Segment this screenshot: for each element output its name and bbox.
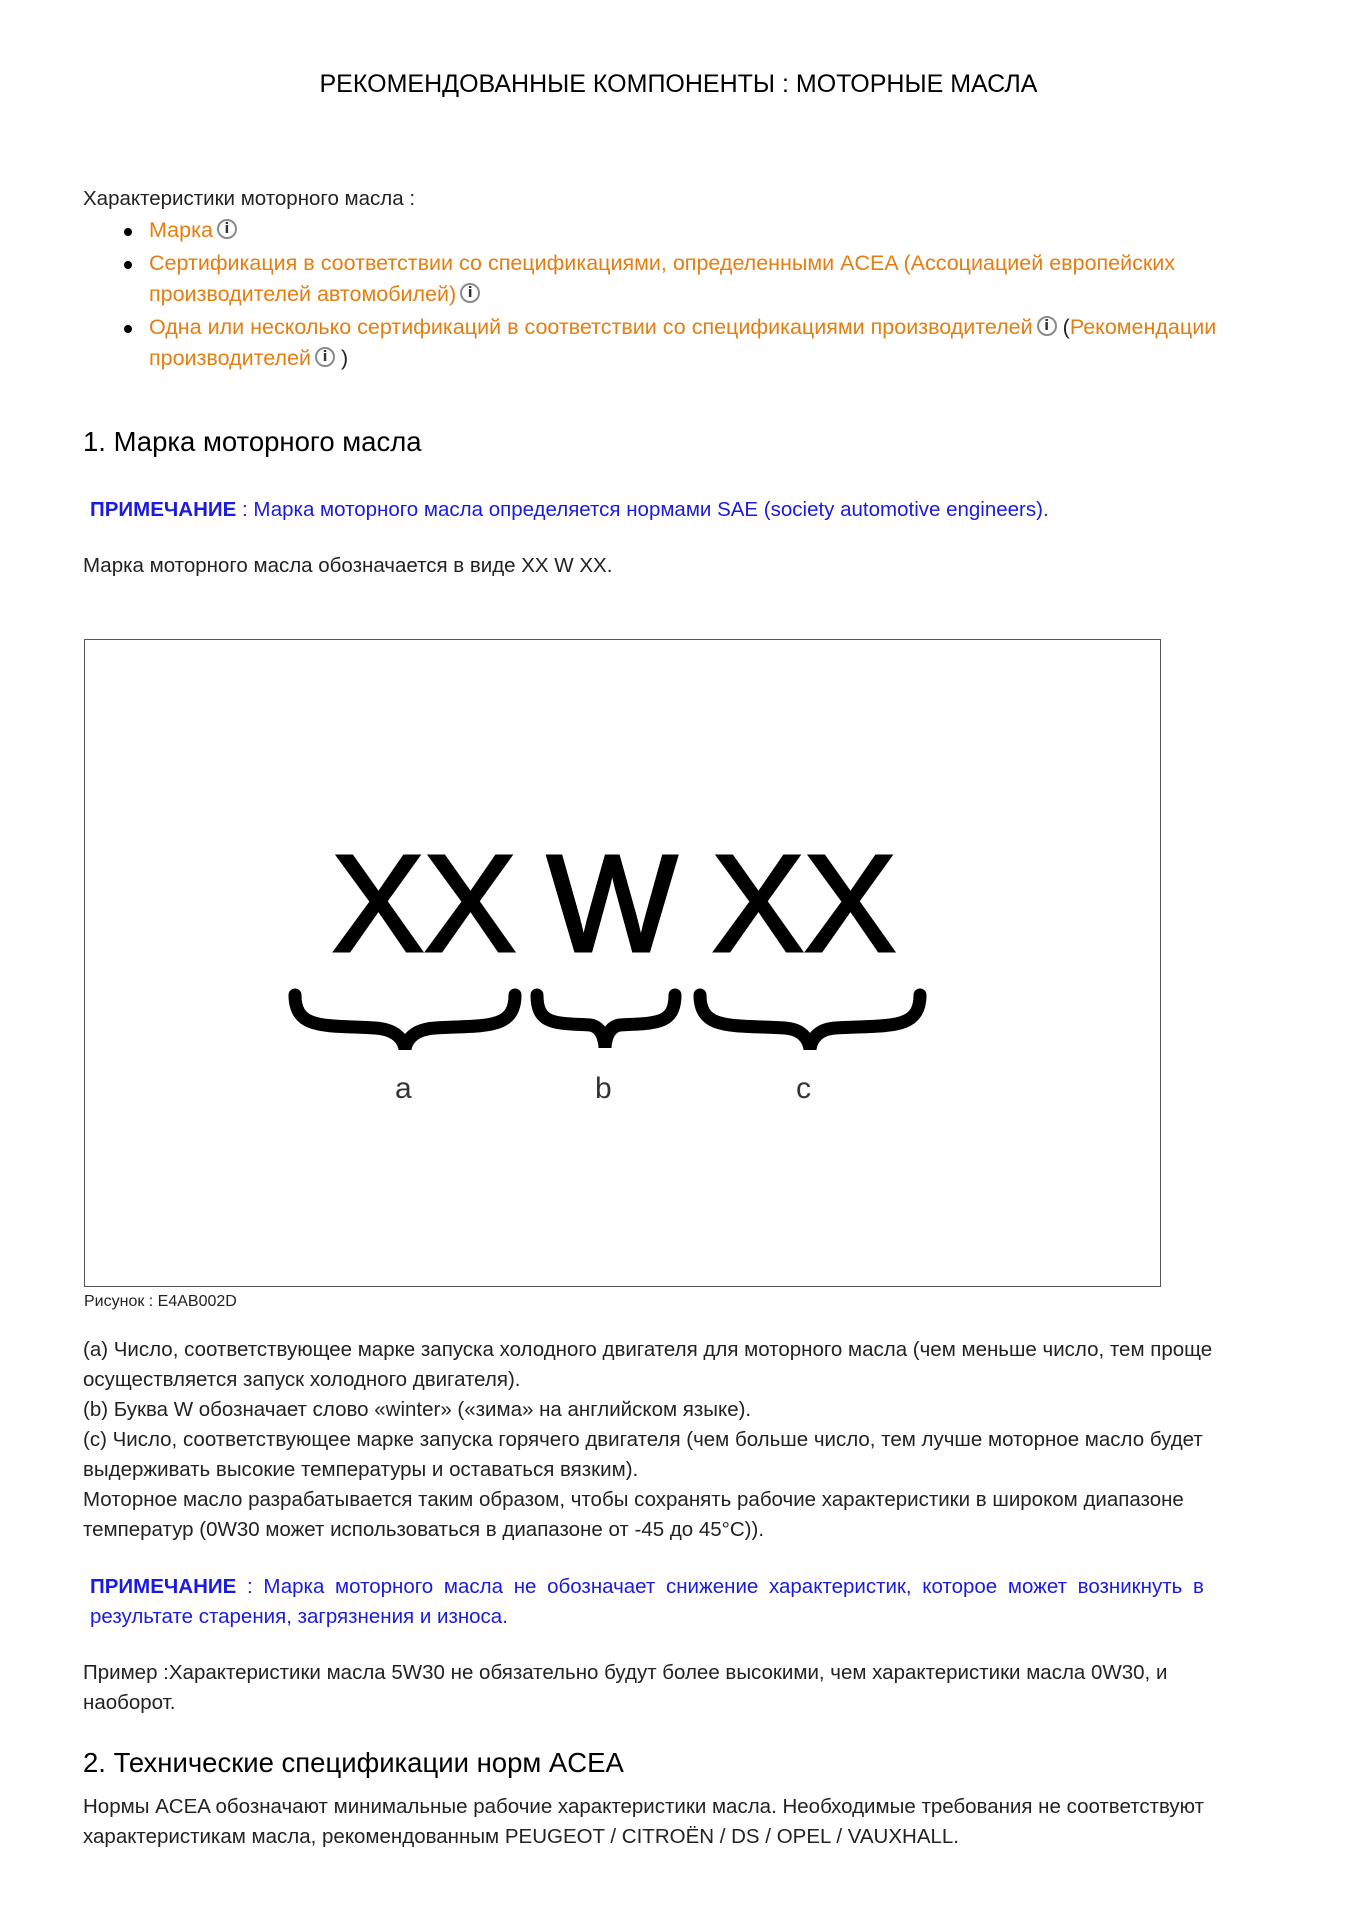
figure-grade-diagram [84, 639, 1161, 1287]
page-title: РЕКОМЕНДОВАННЫЕ КОМПОНЕНТЫ : МОТОРНЫЕ МАСЛА [319, 70, 1038, 98]
section2-heading: 2. Технические спецификации норм ACEA [83, 1747, 624, 1778]
brace-a [295, 995, 515, 1050]
explanation-line: осуществляется запуск холодного двигателя). [83, 1368, 521, 1391]
link-manufacturers[interactable] [149, 346, 348, 371]
info-icon[interactable]: i [217, 219, 237, 239]
figure-label-a: a [395, 1072, 412, 1105]
explanation-line: (a) Число, соответствующее марке запуска холодного двигателя для моторного масла (чем меньше число, тем проще [83, 1338, 1213, 1361]
explanation-line: температур (0W30 может использоваться в диапазоне от -45 до 45°C)). [83, 1518, 765, 1541]
info-icon[interactable]: i [460, 283, 480, 303]
bullet-dot [124, 325, 132, 333]
figure-label-b: b [595, 1072, 612, 1105]
link-text[interactable]: производителей автомобилей) [149, 282, 457, 306]
info-icon[interactable]: i [1037, 316, 1057, 336]
explanation-line: (b) Буква W обозначает слово «winter» («зима» на английском языке). [83, 1398, 752, 1421]
figure-part-c: XX [712, 827, 897, 981]
brace-b [537, 995, 675, 1048]
note-text: : Марка моторного масла определяется нормами SAE (society automotive engineers). [236, 498, 1049, 521]
bullet-dot [124, 228, 132, 236]
section1-heading: 1. Марка моторного масла [83, 426, 422, 457]
paren: ( [1062, 315, 1070, 339]
brace-c [700, 995, 920, 1050]
figure-part-b: W [547, 827, 678, 981]
note-2 [90, 1575, 1304, 1599]
grade-format-text: Марка моторного масла обозначается в виде XX W XX. [83, 554, 613, 577]
link-text[interactable]: производителей [149, 346, 312, 370]
figure-label-c: c [796, 1072, 811, 1105]
intro-text: Характеристики моторного масла : [83, 187, 416, 210]
link-acea-cont[interactable] [149, 282, 480, 307]
figure-part-a: XX [332, 827, 517, 981]
note-label: ПРИМЕЧАНИЕ [90, 498, 237, 521]
link-recommendations[interactable]: Рекомендации [1069, 315, 1217, 339]
link-manufacturer-specs[interactable] [149, 315, 1216, 340]
figure-caption: Рисунок : E4AB002D [84, 1293, 237, 1310]
acea-line: Нормы ACEA обозначают минимальные рабочие характеристики масла. Необходимые требования не соответствуют [83, 1795, 1204, 1818]
acea-line: характеристикам масла, рекомендованным PEUGEOT / CITROËN / DS / OPEL / VAUXHALL. [83, 1825, 959, 1848]
paren: ) [341, 346, 349, 370]
brace-icons [85, 640, 1162, 1288]
explanation-line: (c) Число, соответствующее марке запуска горячего двигателя (чем больше число, тем лучше моторное масло будет [83, 1428, 1203, 1451]
link-text[interactable]: Марка [149, 218, 213, 242]
note-text: : Марка моторного масла не обозначает снижение характеристик, которое может возникнуть в [236, 1575, 1204, 1598]
note-2-cont: результате старения, загрязнения и износа. [90, 1605, 508, 1628]
note-label: ПРИМЕЧАНИЕ [90, 1575, 237, 1598]
info-icon[interactable]: i [315, 347, 335, 367]
note-1 [90, 498, 1049, 522]
explanation-line: Моторное масло разрабатывается таким образом, чтобы сохранять рабочие характеристики в широком диапазоне [83, 1488, 1184, 1511]
link-acea[interactable]: Сертификация в соответствии со спецификациями, определенными ACEA (Ассоциацией европейских [149, 251, 1176, 275]
link-text[interactable]: Одна или несколько сертификаций в соответствии со спецификациями производителей [149, 315, 1033, 339]
example-line: наоборот. [83, 1691, 176, 1714]
link-marka[interactable] [149, 218, 237, 243]
bullet-dot [124, 261, 132, 269]
explanation-line: выдерживать высокие температуры и оставаться вязким). [83, 1458, 639, 1481]
example-line: Пример :Характеристики масла 5W30 не обязательно будут более высокими, чем характеристики масла 0W30, и [83, 1661, 1168, 1684]
